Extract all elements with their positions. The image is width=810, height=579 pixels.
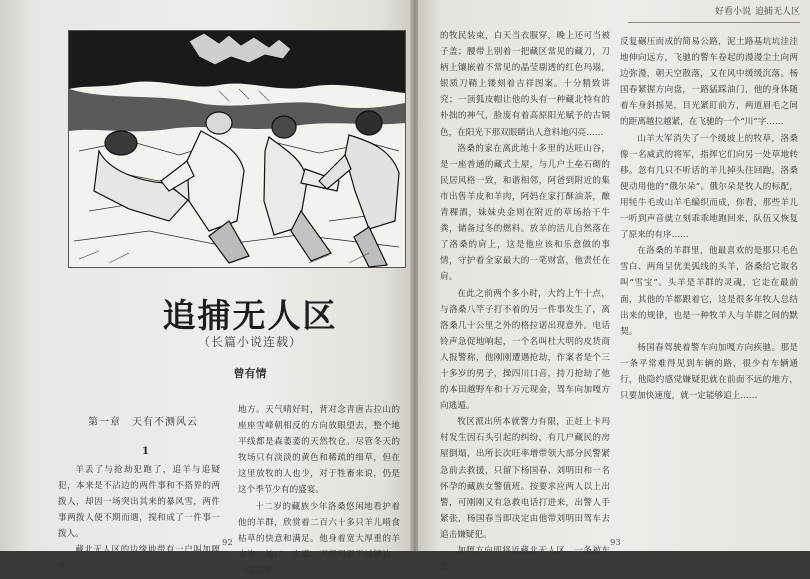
chapter-illustration (68, 30, 406, 268)
header-rule (628, 22, 800, 23)
paragraph: 杨国春驾驶着警车向加嘎方向疾驰。那是一条平常难得见到车辆的路，很少有车辆通行，他隐约感觉嫌疑犯就在前面不远的地方，只要加快速度，就一定能够追上…… (620, 342, 798, 402)
paragraph: 羊丢了与抢劫犯跑了，追羊与追疑犯，本来是不沾边的两件事和不搭界的两拨人，却因一场突出其来的暴风雪，两件事两拨人便不期而遇，搅和成了一件事一拨人。 (58, 465, 220, 540)
running-head-title: 好看小说 (714, 7, 751, 17)
paragraph: 的牧民装束，白天当衣服穿，晚上还可当被子盖；腰带上别着一把藏区常见的藏刀，刀柄上镶嵌着不常见的晶莹剔透的红色玛瑙，银质刀鞘上镂刻着吉祥图案。十分精致讲究；一顶狐皮帽让他的头有一种藏北特有的朴拙的神气，脸庞有着高原阳光赋予的古铜色，在阳光下那双眼睛出人意料地闪亮…… (440, 31, 610, 138)
paragraph: 洛桑的家在离此地十多里的达旺山谷，是一座普通的藏式土屋，与儿户土垒石砌的民居风格一致，和谐相邻，阿爸到附近的集市出售羊皮和羊肉，阿妈在家打酥油茶，酿青稞酒，妹妹央金则在附近的草场拾干牛粪，储备过冬的燃料。放羊的活儿自然落在了洛桑的肩上，这是他应该和乐意做的事情，守护着全家最大的一笔财富，他责任在肩。 (440, 143, 610, 283)
section-number: 1 (142, 446, 149, 457)
page-number-left: 92 (222, 538, 233, 548)
running-head-section: 追捕无人区 (754, 7, 800, 17)
chapter-heading: 第一章 天有不测风云 (88, 417, 198, 428)
story-title: 追捕无人区 (162, 296, 338, 335)
page-number-right: 93 (610, 538, 621, 548)
author-name: 曾有情 (233, 367, 267, 380)
right-page (418, 0, 810, 573)
paragraph: 加嘎方向即将近藏北无人区，一条被车轮 (440, 546, 610, 573)
paragraph: 藏北无人区的边缘地带有一户叫加嘎的 (58, 545, 220, 572)
paragraph: 地方。天气晴好时，背对念青唐古拉山的座座雪峰朝相反的方向放眼望去，整个地平线都是森萎萎的天然牧仓。尽管冬天的牧场只有淡淡的黄色和稀疏的细草，但在这里放牧的人也少，对于牲畜来说，仍是这个季节少有的盛宴。 (238, 405, 400, 496)
paragraph: 十二岁的藏族少年洛桑悠闲地看护着他的羊群，欣赏着二百六十多只羊儿啃食枯草的快意和满足。他身着宽大厚重的羊皮袍，袖口、衣襟、下摆用黑平绒镶边，一副典型 (238, 501, 400, 576)
right-column-2 (620, 34, 798, 542)
paragraph: 反复碾压而成的简易公路，泥土路基坑坑洼洼地伸向远方，飞驰的警车卷起的漫漫尘土向两边弥漫，朝天空散落，又在风中缓缓沉落。杨国春紧握方向盘，一路猛踩油门，他的身体随着车身斜摇晃，目光紧盯前方，两道眉毛之间的距离越拉越紧，在飞驰的一个“川”字…… (620, 37, 798, 128)
paragraph: 在此之前两个多小时，大约上午十点，与洛桑八竿子打不着的另一件事发生了，离洛桑几十公里之外的格拉诺出现意外。电话铃声急促地响起，一个名叫杜大明的皮货商人报警称，他刚刚遭遇抢劫，作案者是个三十多岁的男子，操四川口音，持刀抢劫了他的本田越野车和十万元现金，驾车向加嘎方向逃遁。 (440, 288, 610, 412)
left-column-2 (238, 402, 400, 576)
paragraph: 在洛桑的羊群里，他最喜欢的是那只毛色雪白、两角呈优美弧线的头羊，洛桑给它取名叫“雪宝”。头羊是羊群的灵魂，它走在最前面，其他的羊都跟着它，这是很多年牧人总结出来的规律，也是一种牧羊人与羊群之间的默契。 (620, 246, 798, 337)
right-column-1 (440, 28, 610, 573)
paragraph: 山羊大军消失了一个缓坡上的牧草，洛桑像一名威武的将军，指挥它们向另一处草地转移。忽有几只不听话的羊儿掉头往回跑，洛桑便动用他的“俄尔朵”。俄尔朵是牧人的标配，用牦牛毛或山羊毛编织而成，你看，那些羊儿一听到声音就立刻乖乖地跑回来，队伍又恢复了原来的有序…… (620, 133, 798, 241)
illustration-drawing (69, 31, 405, 267)
left-column-1 (58, 462, 220, 572)
right-running-head (711, 4, 800, 17)
paragraph: 牧区派出所本就警力有限，正赶上卡玛村发生因石头引起的纠纷，有几户藏民的房屋倒塌，出所长次旺率增带领大部分民警紧急前去救援，只留下杨国春、刘明田和一名怀孕的藏族女警值班。按要求应两人以上出警，可刚刚又有急救电话打进来，出警人手紧张，杨国春当即决定由他带刘明田驾车去追击嫌疑犯。 (440, 417, 610, 540)
story-subtitle: （长篇小说连载） (197, 335, 302, 349)
